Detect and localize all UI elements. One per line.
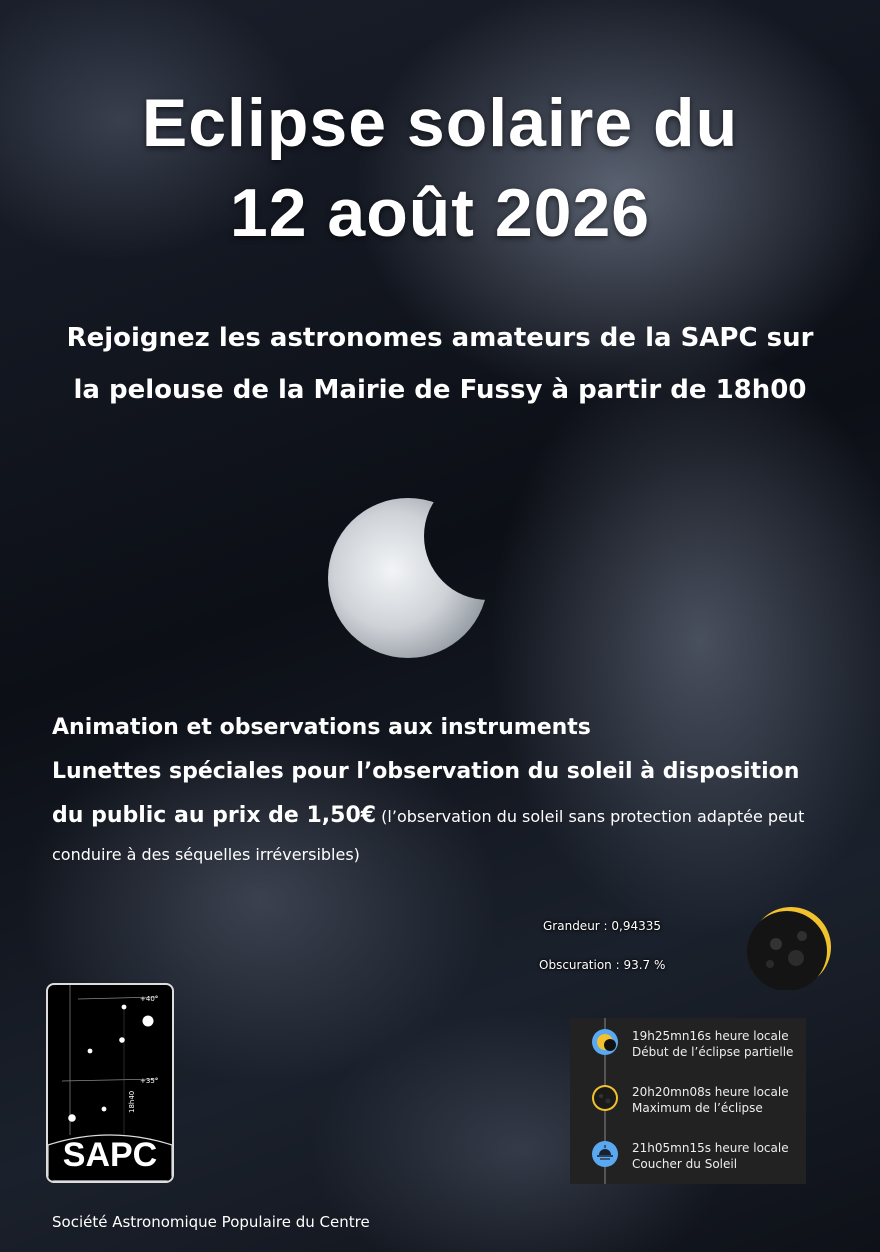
- svg-text:+40°: +40°: [140, 995, 159, 1003]
- svg-text:18h40: 18h40: [128, 1090, 136, 1113]
- obscuration-label: Obscuration : 93.7 %: [539, 958, 666, 972]
- society-name: Société Astronomique Populaire du Centre: [52, 1213, 370, 1231]
- title-line-2: 12 août 2026: [229, 175, 651, 251]
- title-line-1: Eclipse solaire du: [141, 85, 739, 161]
- sapc-logo: [46, 983, 174, 1183]
- event-time: 19h25mn16s heure locale: [632, 1029, 789, 1043]
- timeline-event-3: [632, 1140, 789, 1172]
- info-line-1: Animation et observations aux instruments: [52, 715, 591, 740]
- poster-title: [0, 78, 880, 258]
- svg-text:+35°: +35°: [140, 1077, 159, 1085]
- price-text: du public au prix de 1,50€: [52, 803, 377, 828]
- magnitude-label: Grandeur : 0,94335: [543, 919, 662, 933]
- subtitle-line-1: Rejoignez les astronomes amateurs de la SAPC sur: [66, 323, 814, 353]
- event-info: [52, 706, 852, 871]
- event-label: Coucher du Soleil: [632, 1157, 738, 1171]
- max-eclipse-icon: [591, 1084, 619, 1112]
- timeline-event-2: [632, 1084, 789, 1116]
- logo-name: SAPC: [62, 1136, 158, 1174]
- eclipse-timeline: [570, 1018, 806, 1184]
- partial-eclipse-icon: [591, 1028, 619, 1056]
- info-line-3: [52, 794, 852, 839]
- event-time: 20h20mn08s heure locale: [632, 1085, 789, 1099]
- event-subtitle: [40, 312, 840, 416]
- event-label: Début de l’éclipse partielle: [632, 1045, 794, 1059]
- eclipse-maximum-icon: [746, 906, 832, 990]
- partial-eclipse-photo: [320, 490, 500, 670]
- safety-note-cont: conduire à des séquelles irréversibles): [52, 845, 360, 864]
- safety-note: (l’observation du soleil sans protection adaptée peut: [376, 807, 805, 826]
- info-line-2: Lunettes spéciales pour l’observation du soleil à disposition: [52, 759, 800, 784]
- event-label: Maximum de l’éclipse: [632, 1101, 763, 1115]
- event-time: 21h05mn15s heure locale: [632, 1141, 789, 1155]
- subtitle-line-2: la pelouse de la Mairie de Fussy à partir de 18h00: [73, 375, 807, 405]
- timeline-event-1: [632, 1028, 793, 1060]
- sunset-icon: [591, 1140, 619, 1168]
